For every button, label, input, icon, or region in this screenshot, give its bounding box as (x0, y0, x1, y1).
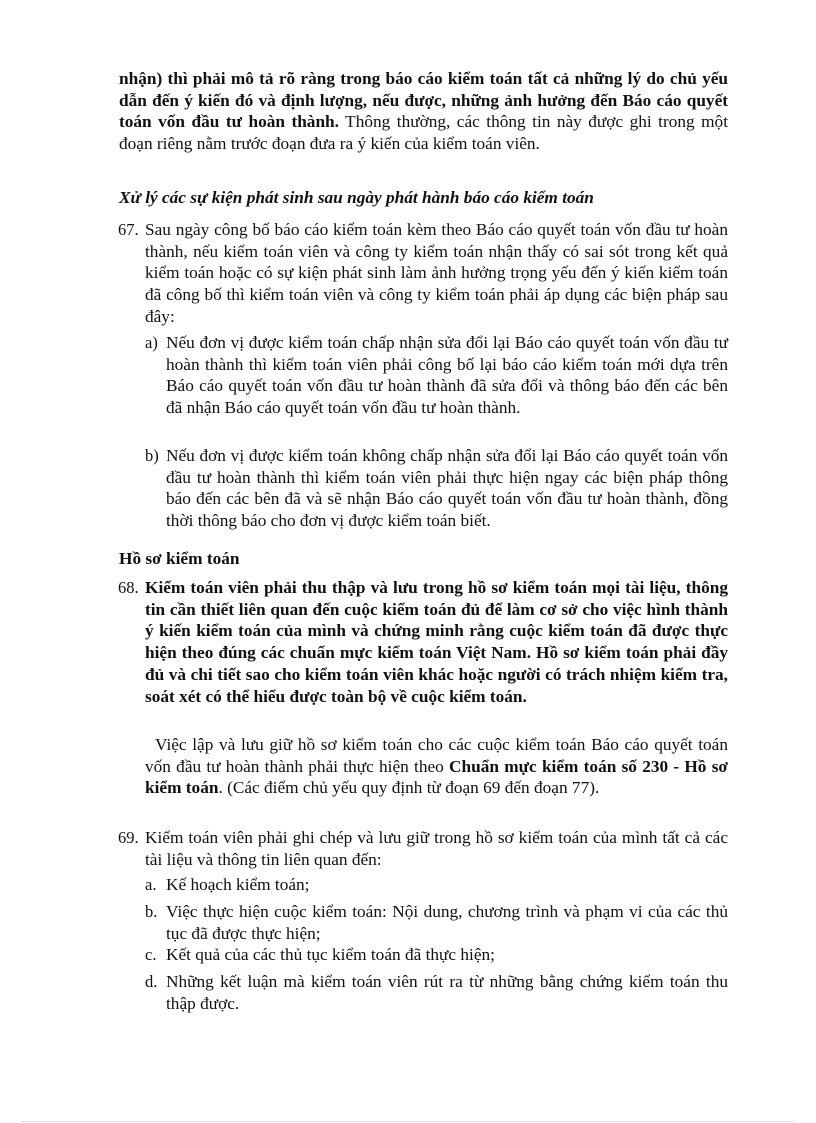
list-item-label: c. (145, 945, 157, 964)
list-item-text: Kế hoạch kiểm toán; (166, 875, 310, 894)
paragraph-69-text: Kiểm toán viên phải ghi chép và lưu giữ trong hồ sơ kiểm toán của mình tất cả các tài liệu và thông tin liên quan đến: (145, 828, 728, 869)
paragraph-69-number: 69. (118, 828, 139, 847)
list-item-text: Kết quả của các thủ tục kiểm toán đã thực hiện; (166, 945, 495, 964)
section-heading-records: Hồ sơ kiểm toán (119, 549, 240, 568)
paragraph-68-text: Kiểm toán viên phải thu thập và lưu trong hồ sơ kiểm toán mọi tài liệu, thông tin cần thiết liên quan đến cuộc kiểm toán đủ để làm cơ sở cho việc hình thành ý kiến kiểm toán của mình và chứng minh rằng cuộc kiểm toán đã được thực hiện theo đúng các chuẩn mực kiểm toán Việt Nam. Hồ sơ kiểm toán phải đầy đủ và chi tiết sao cho kiểm toán viên khác hoặc người có trách nhiệm kiểm tra, soát xét có thể hiểu được toàn bộ về cuộc kiểm toán. (145, 578, 728, 706)
paragraph-68-followup (145, 734, 728, 799)
standard-230-reference: Chuẩn mực kiểm toán số 230 - Hồ sơ kiểm toán (145, 756, 728, 798)
followup-text-2: . (Các điểm chủ yếu quy định từ đoạn 69 đến đoạn 77). (218, 778, 600, 798)
list-item-label: a. (145, 875, 157, 894)
intro-paragraph (119, 68, 728, 155)
paragraph-67-text: Sau ngày công bố báo cáo kiểm toán kèm theo Báo cáo quyết toán vốn đầu tư hoàn thành, nếu kiểm toán viên và công ty kiểm toán nhận thấy có sai sót trong kết quả kiểm toán hoặc có sự kiện phát sinh làm ảnh hưởng trọng yếu đến ý kiến kiểm toán đã công bố thì kiểm toán viên và công ty kiểm toán phải áp dụng các biện pháp sau đây: (145, 220, 728, 326)
paragraph-67-number: 67. (118, 220, 139, 239)
item-a-text: Nếu đơn vị được kiểm toán chấp nhận sửa đổi lại Báo cáo quyết toán vốn đầu tư hoàn thành thì kiểm toán viên phải công bố lại báo cáo kiểm toán mới dựa trên Báo cáo quyết toán vốn đầu tư hoàn thành đã sửa đổi và thông báo đến các bên đã nhận Báo cáo quyết toán vốn đầu tư hoàn thành. (166, 333, 728, 418)
paragraph-68-number: 68. (118, 578, 139, 597)
item-b-text: Nếu đơn vị được kiểm toán không chấp nhận sửa đổi lại Báo cáo quyết toán vốn đầu tư hoàn thành thì kiểm toán viên phải thực hiện ngay các biện pháp thông báo đến các bên đã và sẽ nhận Báo cáo quyết toán vốn đầu tư hoàn thành, đồng thời thông báo cho đơn vị được kiểm toán biết. (166, 446, 728, 531)
item-b-label: b) (145, 446, 159, 465)
list-item-label: d. (145, 972, 158, 991)
section-heading-events: Xử lý các sự kiện phát sinh sau ngày phát hành báo cáo kiểm toán (119, 188, 594, 207)
list-item-label: b. (145, 902, 158, 921)
intro-bold: nhận) thì phải mô tả rõ ràng trong báo cáo kiểm toán tất cả những lý do chủ yếu dẫn đến ý kiến đó và định lượng, nếu được, những ảnh hưởng đến Báo cáo quyết toán vốn đầu tư hoàn thành. (119, 69, 728, 132)
intro-normal: Thông thường, các thông tin này được ghi trong một đoạn riêng nằm trước đoạn đưa ra ý kiến của kiểm toán viên. (119, 112, 729, 154)
item-a-label: a) (145, 333, 158, 352)
page-bottom-divider (22, 1121, 794, 1122)
followup-text-1: Việc lập và lưu giữ hồ sơ kiểm toán cho các cuộc kiểm toán Báo cáo quyết toán vốn đầu tư hoàn thành phải thực hiện theo (145, 735, 728, 776)
list-item-text: Những kết luận mà kiểm toán viên rút ra từ những bằng chứng kiểm toán thu thập được. (166, 972, 728, 1013)
list-item-text: Việc thực hiện cuộc kiểm toán: Nội dung, chương trình và phạm vi của các thủ tục đã được thực hiện; (166, 902, 728, 943)
